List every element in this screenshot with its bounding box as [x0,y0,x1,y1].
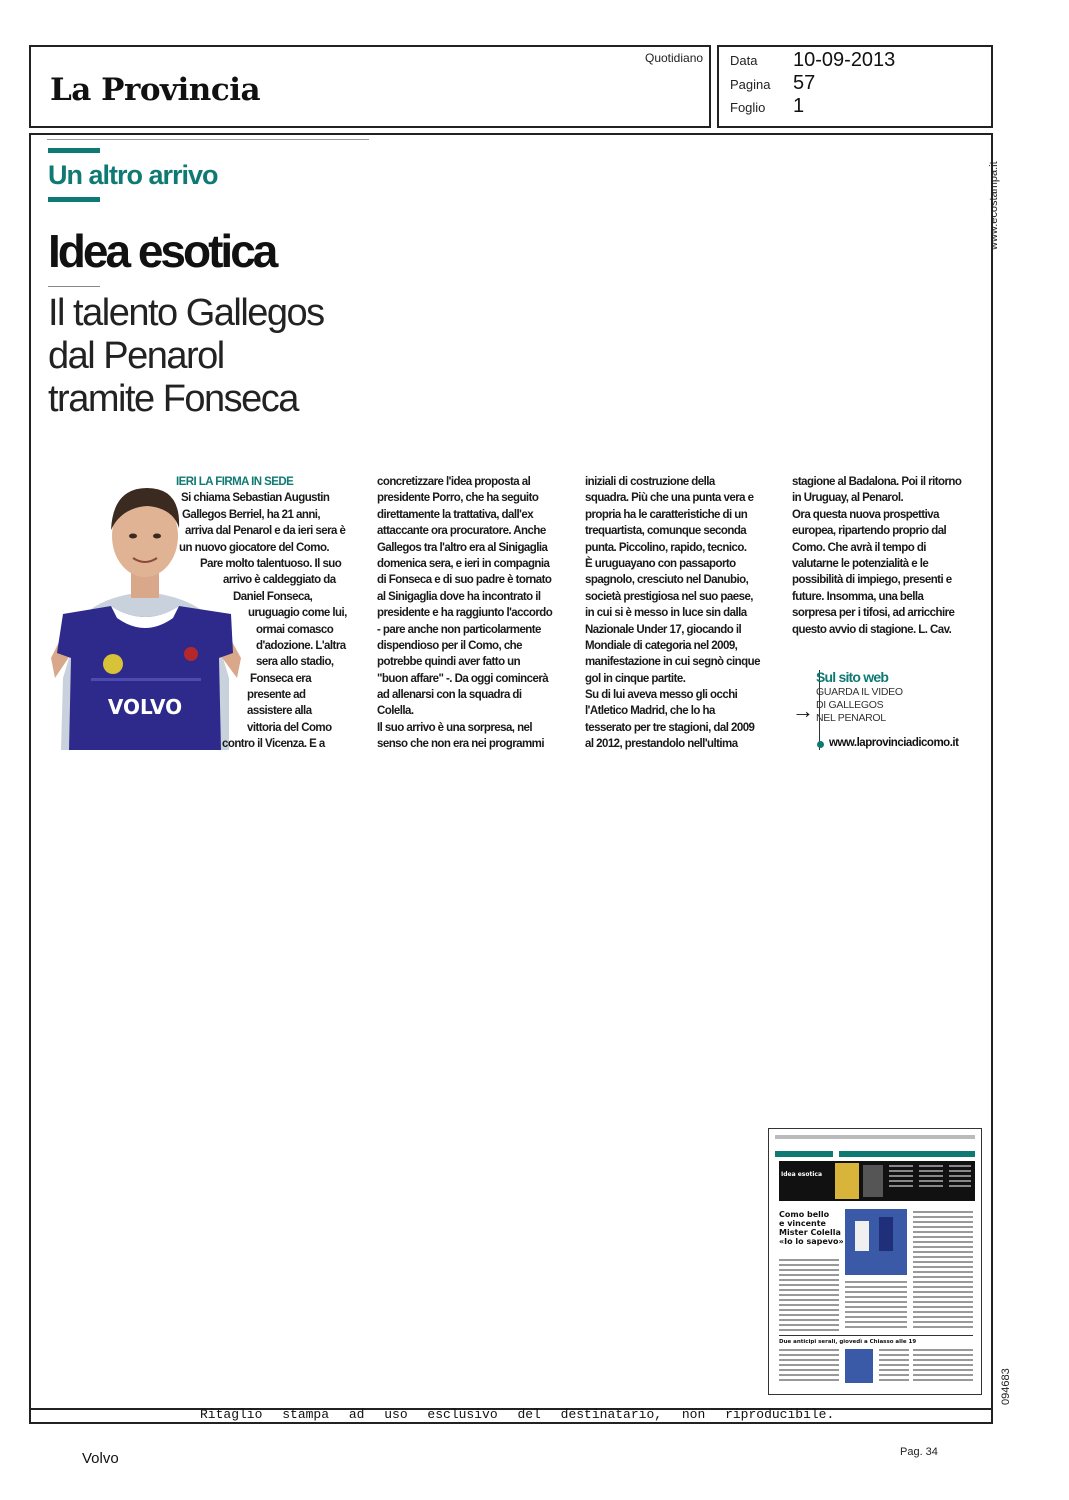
body-line: gol in cinque partite. [585,672,686,685]
body-line: presidente e ha raggiunto l'accordo [377,607,553,620]
thumb-headline-line: e vincente [779,1219,826,1228]
body-line: un nuovo giocatore del Como. [179,541,330,554]
web-box-title: Sul sito web [816,669,889,685]
publication-logo: La Provincia [50,72,261,108]
body-line: Daniel Fonseca, [233,590,313,603]
body-line: Mondiale di categoria nel 2009, [585,639,738,652]
meta-value-foglio: 1 [793,95,805,117]
body-line: presente ad [247,689,306,702]
body-line: possibilità di impiego, presenti e [792,574,952,587]
body-line: Ora questa nuova prospettiva [792,508,939,521]
body-line: assistere alla [247,705,312,718]
body-line: ormai comasco [256,623,334,636]
body-line: manifestazione in cui segnò cinque [585,656,760,669]
meta-value-data: 10-09-2013 [793,49,896,71]
body-line: "buon affare" -. Da oggi comincerà [377,672,549,685]
thumb-headline-line: Mister Colella [779,1228,841,1237]
web-box-line: DI GALLEGOS [816,699,884,711]
body-line: europea, ripartendo proprio dal [792,525,947,538]
body-line: presidente Porro, che ha seguito [377,492,539,505]
body-line: squadra. Più che una punta vera e [585,492,754,505]
subhead-line: Il talento Gallegos [48,292,324,334]
body-line: al Sinigaglia dove ha incontrato il [377,590,541,603]
svg-text:VOLVO: VOLVO [107,695,183,719]
body-line: punta. Piccolino, rapido, tecnico. [585,541,747,554]
body-line: È uruguayano con passaporto [585,557,736,570]
body-line: al 2012, prestandolo nell'ultima [585,738,738,751]
bullet-icon [817,741,824,748]
thumb-bottom-headline: Due anticipi serali, giovedì a Chiasso alle 19 [779,1339,917,1345]
kicker-bar-top [48,148,100,153]
page-thumbnail [768,1128,982,1395]
body-line: Nazionale Under 17, giocando il [585,623,742,636]
body-line: future. Insomma, una bella [792,590,924,603]
body-line: spagnolo, cresciuto nel Danubio, [585,574,749,587]
body-line: Su di lui aveva messo gli occhi [585,689,738,702]
page-thumbnail-graphic [769,1129,981,1394]
meta-label-foglio: Foglio [730,100,766,115]
footer-notice: Ritaglio stampa ad uso esclusivo del destinatario, non riproducibile. [200,1407,835,1422]
body-line: contro il Vicenza. E a [222,738,325,751]
body-line: uruguagio come lui, [248,607,347,620]
body-line: d'adozione. L'altra [256,639,346,652]
body-line: - pare anche non particolarmente [377,623,541,636]
footer-page-number: Pag. 34 [900,1446,938,1458]
top-rule [47,139,369,140]
body-line: potrebbe quindi aver fatto un [377,656,521,669]
body-line: ad allenarsi con la squadra di [377,689,522,702]
body-line: sera allo stadio, [256,656,334,669]
body-line: dispendioso per il Como, che [377,639,522,652]
subhead [48,292,324,421]
publication-type: Quotidiano [645,51,704,65]
subhead-line: tramite Fonseca [48,378,298,420]
thumb-headline-line: «Io lo sapevo» [779,1237,844,1246]
body-line: iniziali di costruzione della [585,476,715,488]
side-url: www.ecostampa.it [988,161,1000,250]
headline-rule [48,286,100,287]
web-box-line: GUARDA IL VIDEO [816,686,903,698]
body-line: Como. Che avrà il tempo di [792,541,926,554]
body-line: Gallegos Berriel, ha 21 anni, [182,508,321,521]
meta-label-pagina: Pagina [730,77,771,92]
body-line: Il suo arrivo è una sorpresa, nel [377,721,533,734]
body-line: arrivo è caldeggiato da [223,574,336,587]
body-line: Gallegos tra l'altro era al Sinigaglia [377,541,548,554]
web-box-line: NEL PENAROL [816,712,886,724]
side-code: 094683 [1000,1368,1012,1405]
web-box-link[interactable]: www.laprovinciadicomo.it [829,737,959,749]
body-line: attaccante ora procuratore. Anche [377,525,546,538]
headline: Idea esotica [48,225,276,277]
body-line: stagione al Badalona. Poi il ritorno [792,476,962,488]
body-line: vittoria del Como [247,721,332,734]
footer-client: Volvo [82,1450,119,1467]
article-column-4 [792,474,961,638]
body-line: Fonseca era [250,672,312,685]
arrow-right-icon: → [792,698,814,723]
body-line: propria ha le caratteristiche di un [585,508,748,521]
kicker-bar-bottom [48,197,100,202]
body-line: questo avvio di stagione. L. Cav. [792,623,952,636]
body-line: tesserato per tre stagioni, dal 2009 [585,721,755,734]
body-line: direttamente la trattativa, dall'ex [377,508,534,521]
body-line: domenica sera, e ieri in compagnia [377,557,550,570]
body-line: di Fonseca e di suo padre è tornato [377,574,552,587]
body-line: Pare molto talentuoso. Il suo [200,557,342,570]
article-column-2 [377,474,552,753]
body-line: l'Atletico Madrid, che lo ha [585,705,715,718]
article-column-3 [585,474,760,753]
body-line: in cui si è messo in luce sin dalla [585,607,747,620]
body-line: senso che non era nei programmi [377,738,545,751]
body-line: concretizzare l'idea proposta al [377,476,531,488]
meta-label-data: Data [730,53,758,68]
thumb-headline-top: Idea esotica [781,1171,823,1178]
body-line: arriva dal Penarol e da ieri sera è [185,525,346,538]
body-line: in Uruguay, al Penarol. [792,492,904,505]
article-column-1 [176,474,347,753]
kicker: Un altro arrivo [48,160,218,190]
meta-value-pagina: 57 [793,72,816,94]
body-line: Colella. [377,705,414,718]
body-line: società prestigiosa nel suo paese, [585,590,753,603]
body-line: trequartista, comunque seconda [585,525,747,538]
subhead-line: dal Penarol [48,335,224,377]
thumb-headline-line: Como bello [779,1210,830,1219]
section-label: IERI LA FIRMA IN SEDE [176,476,294,488]
body-line: valutarne le potenzialità e le [792,557,929,570]
body-line: sorpresa per i tifosi, ad arricchire [792,607,955,620]
body-line: Si chiama Sebastian Augustin [181,492,330,505]
